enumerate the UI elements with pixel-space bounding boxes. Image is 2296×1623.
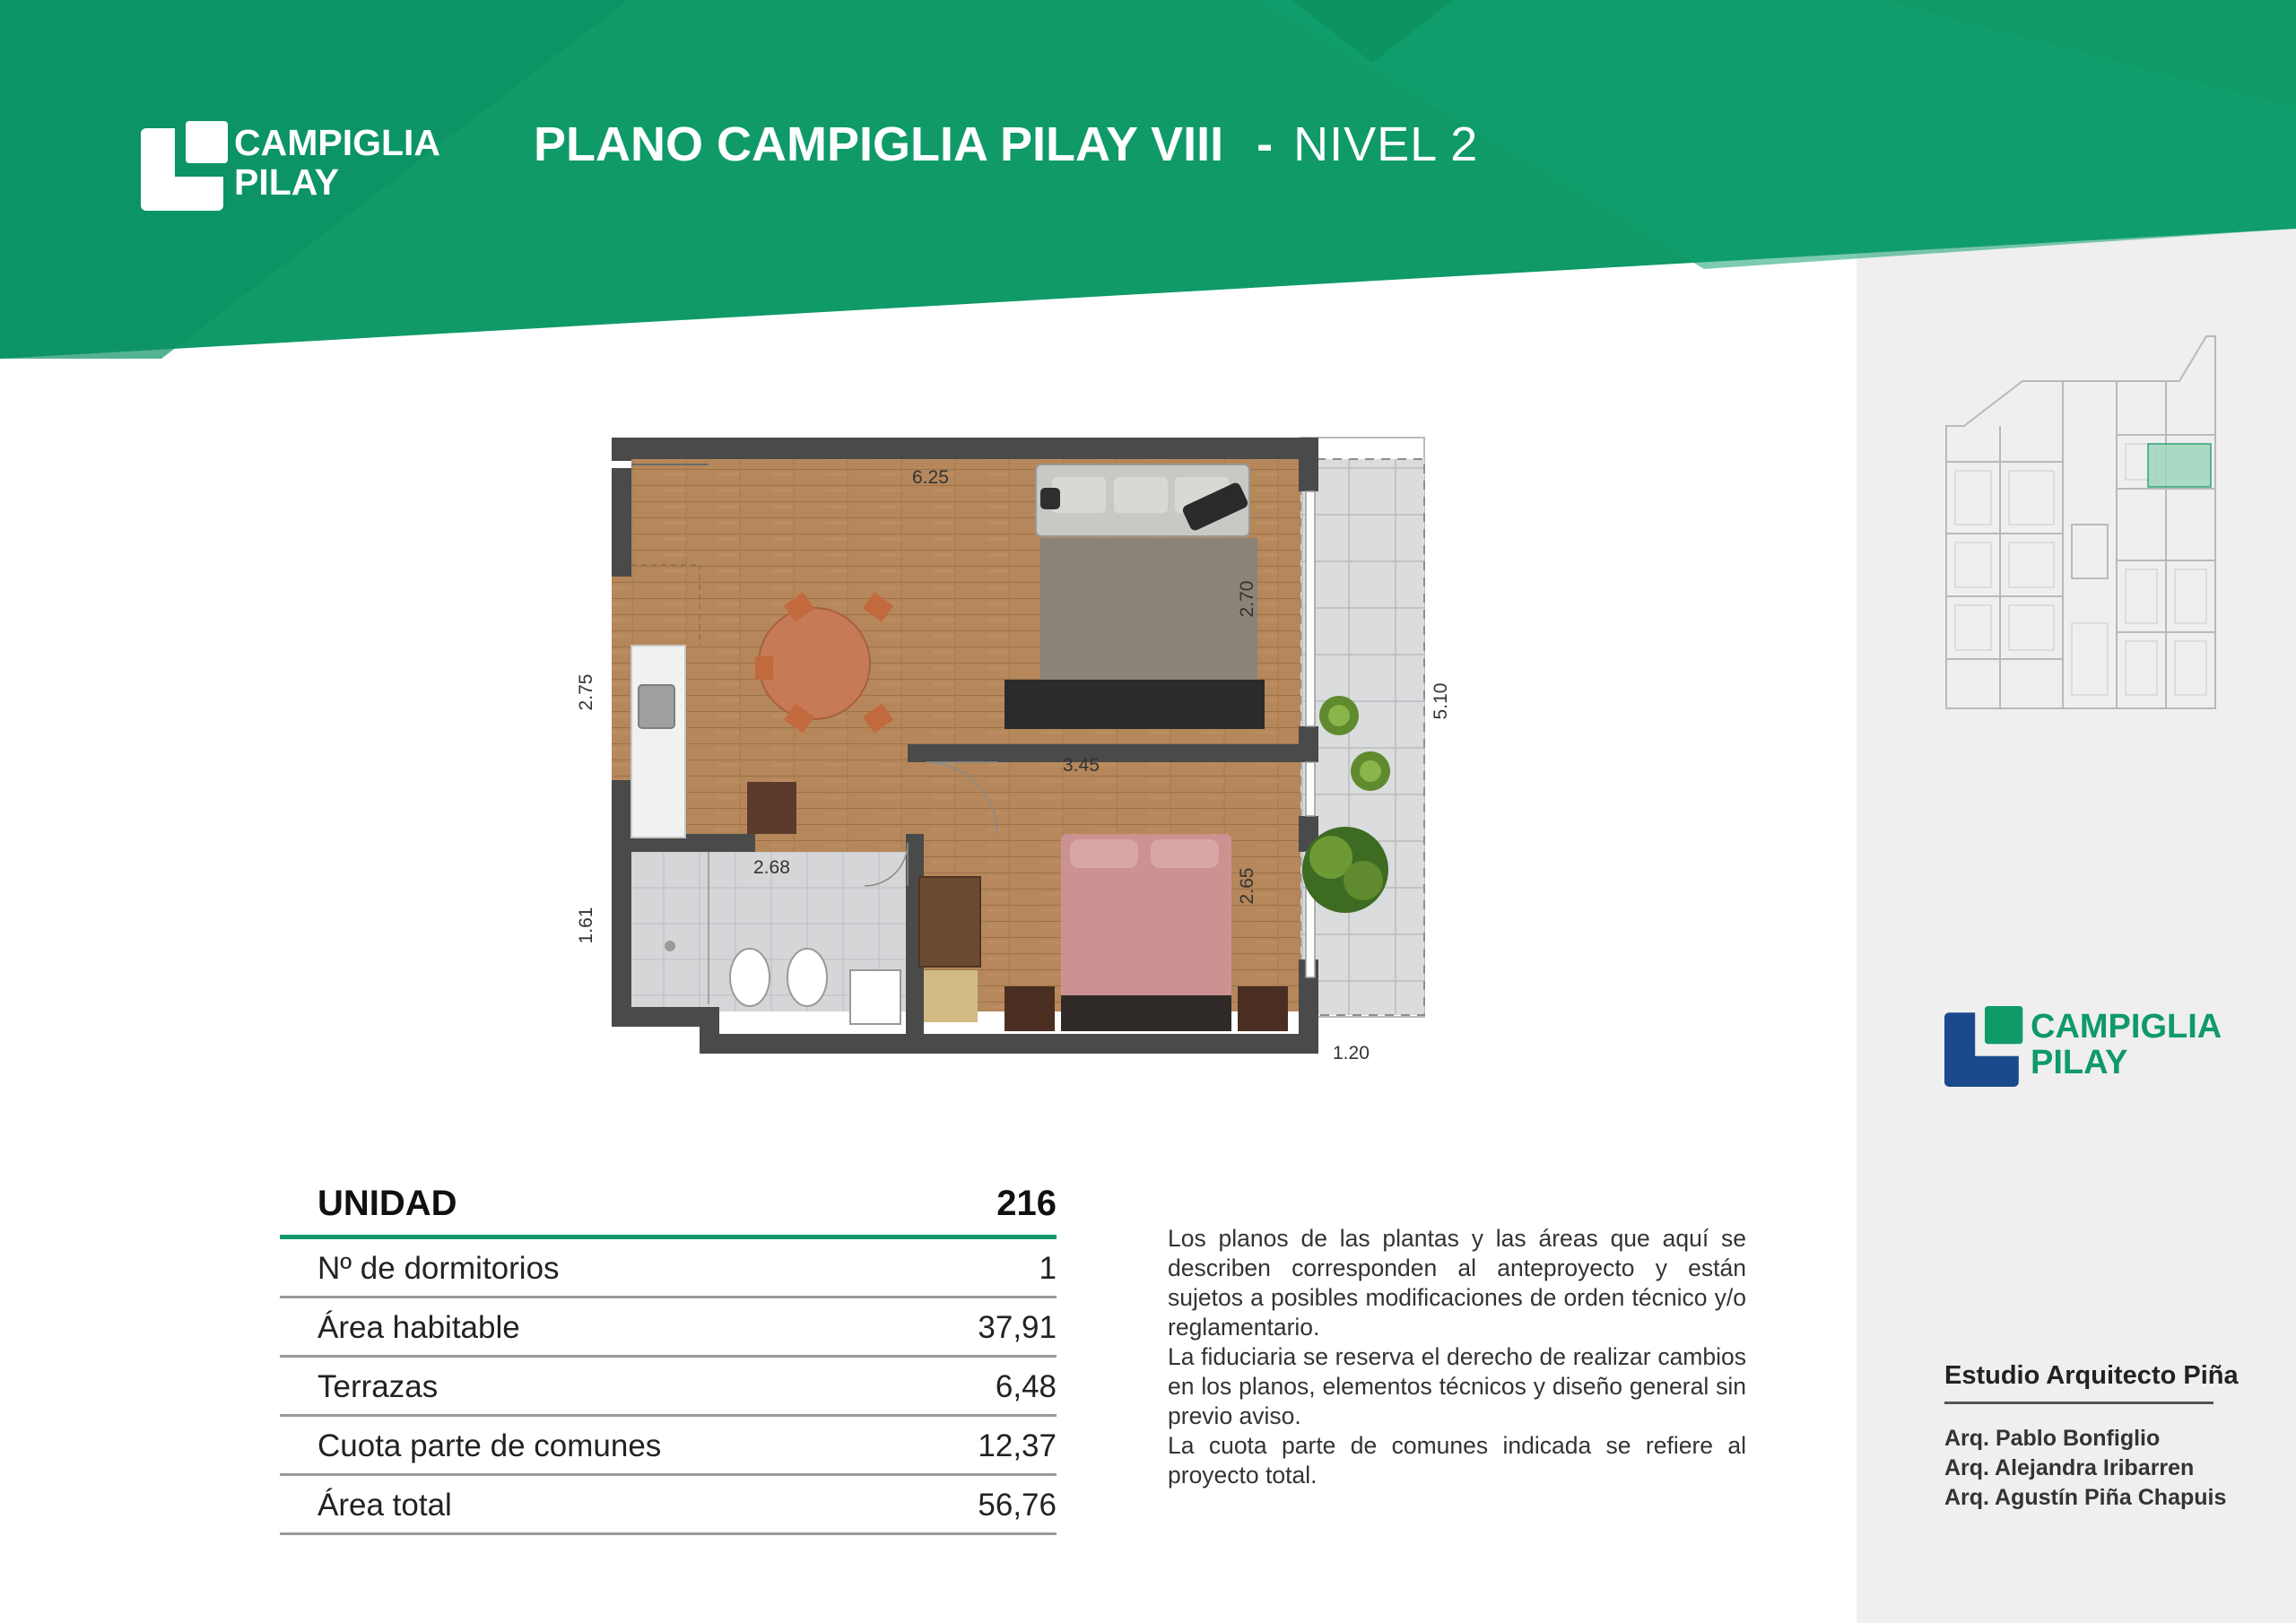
bidet-icon <box>787 949 827 1006</box>
sidebar-logo-line1: CAMPIGLIA <box>2031 1008 2222 1046</box>
architect-name: Arq. Agustín Piña Chapuis <box>1944 1485 2227 1510</box>
row-label: Área habitable <box>317 1310 520 1345</box>
nightstand-left <box>1004 986 1055 1031</box>
table-row <box>280 1358 1057 1417</box>
sink-icon <box>639 685 674 728</box>
row-label: Terrazas <box>317 1369 439 1404</box>
dim-bedroom-width: 3.45 <box>1063 755 1100 776</box>
disclaimer-paragraph: La fiduciaria se reserva el derecho de realizar cambios en los planos, elementos técnicos y diseño general sin previo aviso. <box>1168 1343 1746 1429</box>
studio-credits <box>1944 1361 2239 1513</box>
disclaimer-paragraph: Los planos de las plantas y las áreas que aquí se describen corresponden al anteproyecto y están sujetos a posibles modificaciones de orden técnico y/o reglamentario. <box>1168 1225 1746 1341</box>
row-value: 1 <box>1039 1251 1057 1286</box>
shoe-rack <box>919 877 980 967</box>
nightstand-right <box>1238 986 1288 1031</box>
logo-text-line2: PILAY <box>234 161 339 203</box>
key-plan <box>1937 327 2224 713</box>
row-label: Área total <box>317 1488 452 1523</box>
sofa <box>1036 464 1249 536</box>
row-value: 12,37 <box>978 1428 1057 1463</box>
shower-icon <box>665 941 675 951</box>
unit-label: UNIDAD <box>317 1184 457 1223</box>
unit-number: 216 <box>996 1184 1057 1223</box>
floor-plan <box>556 421 1471 1063</box>
architects-list <box>1944 1424 2227 1513</box>
title-level: NIVEL 2 <box>1293 117 1479 171</box>
table-row <box>280 1298 1057 1358</box>
page-title <box>534 117 1478 172</box>
dim-bedroom-depth: 2.65 <box>1237 867 1257 905</box>
disclaimer-paragraph: La cuota parte de comunes indicada se refiere al proyecto total. <box>1168 1432 1746 1488</box>
unit-highlight <box>2148 444 2211 487</box>
logo-mark-icon <box>1944 1006 2025 1087</box>
dim-total-depth: 5.10 <box>1431 682 1451 720</box>
logo-text-line1: CAMPIGLIA <box>234 122 441 163</box>
unit-header <box>280 1175 1057 1239</box>
bed <box>1061 834 1231 1031</box>
row-value: 56,76 <box>978 1488 1057 1523</box>
title-separator: - <box>1257 117 1274 171</box>
header-logo <box>141 121 482 211</box>
dim-bath-width: 2.68 <box>753 857 790 878</box>
table-row <box>280 1417 1057 1476</box>
logo-mark-icon <box>141 121 230 211</box>
dim-living-width: 6.25 <box>912 467 949 488</box>
row-value: 6,48 <box>995 1369 1057 1404</box>
unit-table <box>280 1175 1057 1535</box>
toilet-icon <box>730 949 770 1006</box>
row-label: Cuota parte de comunes <box>317 1428 662 1463</box>
disclaimer-text <box>1168 1224 1746 1490</box>
dim-kitchen-depth: 2.75 <box>576 673 596 711</box>
table-row <box>280 1239 1057 1298</box>
row-value: 37,91 <box>978 1310 1057 1345</box>
dim-terrace-width: 1.20 <box>1333 1043 1370 1063</box>
sidebar-logo <box>1944 1006 2267 1087</box>
washbasin-icon <box>850 970 900 1024</box>
sidebar-logo-line2: PILAY <box>2031 1044 2128 1081</box>
tv-unit <box>1004 680 1265 729</box>
row-label: Nº de dormitorios <box>317 1251 560 1286</box>
studio-name: Estudio Arquitecto Piña <box>1944 1361 2213 1404</box>
dim-bath-depth: 1.61 <box>576 907 596 944</box>
dim-living-depth: 2.70 <box>1237 580 1257 618</box>
architect-name: Arq. Alejandra Iribarren <box>1944 1455 2195 1480</box>
architect-name: Arq. Pablo Bonfiglio <box>1944 1426 2161 1451</box>
kitchen-counter <box>631 646 685 838</box>
terrace-floor <box>1300 459 1424 1015</box>
title-main: PLANO CAMPIGLIA PILAY VIII <box>534 117 1224 171</box>
table-row <box>280 1476 1057 1535</box>
